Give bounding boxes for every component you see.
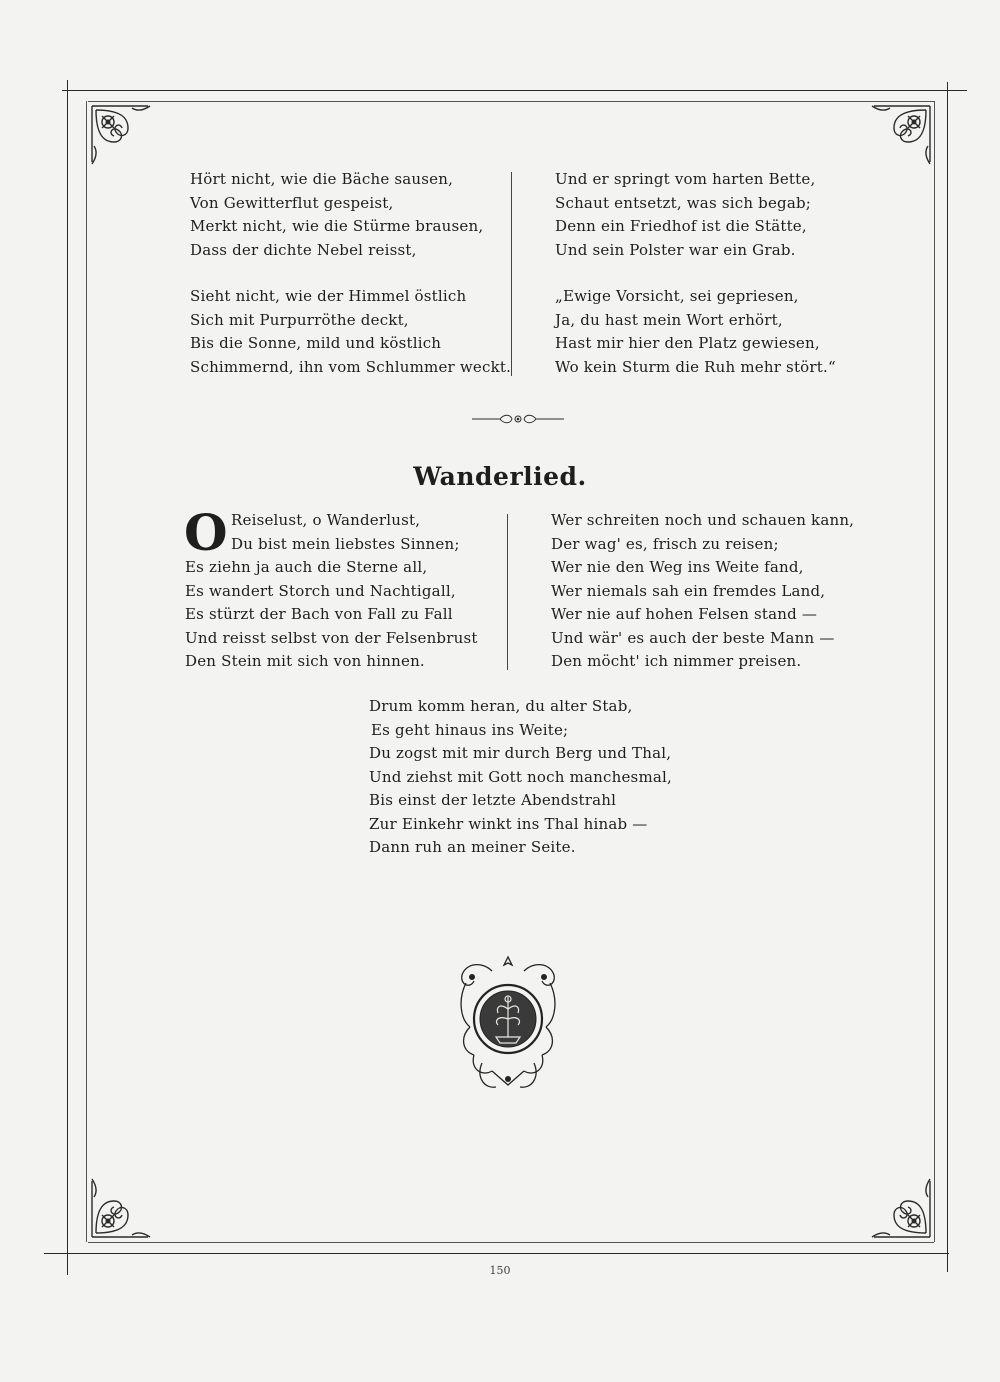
poem-line: Merkt nicht, wie die Stürme brausen, bbox=[190, 217, 484, 235]
poem-line: Drum komm heran, du alter Stab, bbox=[369, 697, 633, 715]
wander-left-stanza bbox=[184, 503, 478, 674]
frame-left-line bbox=[67, 80, 68, 1275]
frame-inner-bottom-line bbox=[88, 1242, 934, 1243]
poem-line: Bis die Sonne, mild und köstlich bbox=[190, 334, 442, 352]
poem-line: Dann ruh an meiner Seite. bbox=[369, 838, 576, 856]
poem-line: Dass der dichte Nebel reisst, bbox=[190, 240, 417, 259]
corner-ornament-top-right bbox=[864, 102, 934, 172]
final-stanza bbox=[369, 695, 672, 860]
poem-line: Es wandert Storch und Nachtigall, bbox=[185, 581, 456, 600]
top-left-stanza-1 bbox=[190, 168, 483, 262]
corner-ornament-bottom-left bbox=[88, 1171, 158, 1241]
poem-line: Wer schreiten noch und schauen kann, bbox=[551, 511, 855, 529]
frame-right-line bbox=[947, 82, 948, 1272]
poem-line: Und reisst selbst von der Felsenbrust bbox=[185, 628, 478, 647]
poem-line: Und sein Polster war ein Grab. bbox=[555, 240, 796, 259]
poem-line: Und er springt vom harten Bette, bbox=[555, 170, 816, 188]
poem-line: Wo kein Sturm die Ruh mehr stört.“ bbox=[555, 357, 836, 376]
frame-bottom-line bbox=[44, 1253, 949, 1254]
vignette-ornament bbox=[452, 953, 564, 1093]
poem-line: Wer nie auf hohen Felsen stand — bbox=[551, 605, 818, 623]
poem-line: Und ziehst mit Gott noch manchesmal, bbox=[369, 767, 672, 786]
poem-line: „Ewige Vorsicht, sei gepriesen, bbox=[555, 287, 799, 305]
frame-inner-right-line bbox=[934, 101, 935, 1242]
corner-ornament-bottom-right bbox=[864, 1171, 934, 1241]
poem-line: Den Stein mit sich von hinnen. bbox=[185, 652, 425, 670]
page-number: 150 bbox=[489, 1264, 511, 1277]
poem-line: Hört nicht, wie die Bäche sausen, bbox=[190, 170, 454, 188]
poem-line: Sich mit Purpurröthe deckt, bbox=[190, 310, 409, 329]
top-right-stanza-1 bbox=[555, 168, 815, 262]
top-right-stanza-2 bbox=[555, 285, 836, 379]
poem-line: Wer nie den Weg ins Weite fand, bbox=[551, 558, 804, 576]
poem-line: Reiselust, o Wanderlust, bbox=[231, 511, 421, 529]
poem-line: Du zogst mit mir durch Berg und Thal, bbox=[369, 744, 672, 762]
poem-line: Sieht nicht, wie der Himmel östlich bbox=[190, 287, 467, 305]
poem-title: Wanderlied. bbox=[413, 462, 587, 491]
poem-line: Schaut entsetzt, was sich begab; bbox=[555, 193, 812, 212]
poem-line: Und wär' es auch der beste Mann — bbox=[551, 628, 835, 647]
poem-line: Es stürzt der Bach von Fall zu Fall bbox=[185, 605, 453, 623]
poem-line: Wer niemals sah ein fremdes Land, bbox=[551, 581, 826, 600]
frame-inner-left-line bbox=[86, 101, 87, 1242]
poem-line: Hast mir hier den Platz gewiesen, bbox=[555, 334, 820, 352]
poem-line: Bis einst der letzte Abendstrahl bbox=[369, 791, 617, 809]
poem-line: Zur Einkehr winkt ins Thal hinab — bbox=[369, 814, 648, 833]
wander-right-stanza bbox=[551, 509, 854, 674]
frame-top-line bbox=[62, 90, 967, 91]
poem-line: Du bist mein liebstes Sinnen; bbox=[231, 534, 460, 553]
frame-inner-top-line bbox=[88, 101, 934, 102]
poem-line: Von Gewitterflut gespeist, bbox=[190, 193, 394, 212]
poem-line: Den möcht' ich nimmer preisen. bbox=[551, 652, 802, 670]
poem-line: Es ziehn ja auch die Sterne all, bbox=[185, 558, 428, 576]
poem-line: Der wag' es, frisch zu reisen; bbox=[551, 534, 779, 553]
top-column-divider bbox=[511, 172, 512, 376]
poem-line: Schimmernd, ihn vom Schlummer weckt. bbox=[190, 357, 512, 376]
poem-line: Denn ein Friedhof ist die Stätte, bbox=[555, 217, 807, 235]
section-divider-flourish bbox=[470, 412, 566, 426]
top-left-stanza-2 bbox=[190, 285, 511, 379]
drop-cap: O bbox=[184, 503, 228, 562]
poem-line: Es geht hinaus ins Weite; bbox=[371, 720, 569, 739]
wander-column-divider bbox=[507, 514, 508, 670]
corner-ornament-top-left bbox=[88, 102, 158, 172]
poem-line: Ja, du hast mein Wort erhört, bbox=[555, 310, 783, 329]
